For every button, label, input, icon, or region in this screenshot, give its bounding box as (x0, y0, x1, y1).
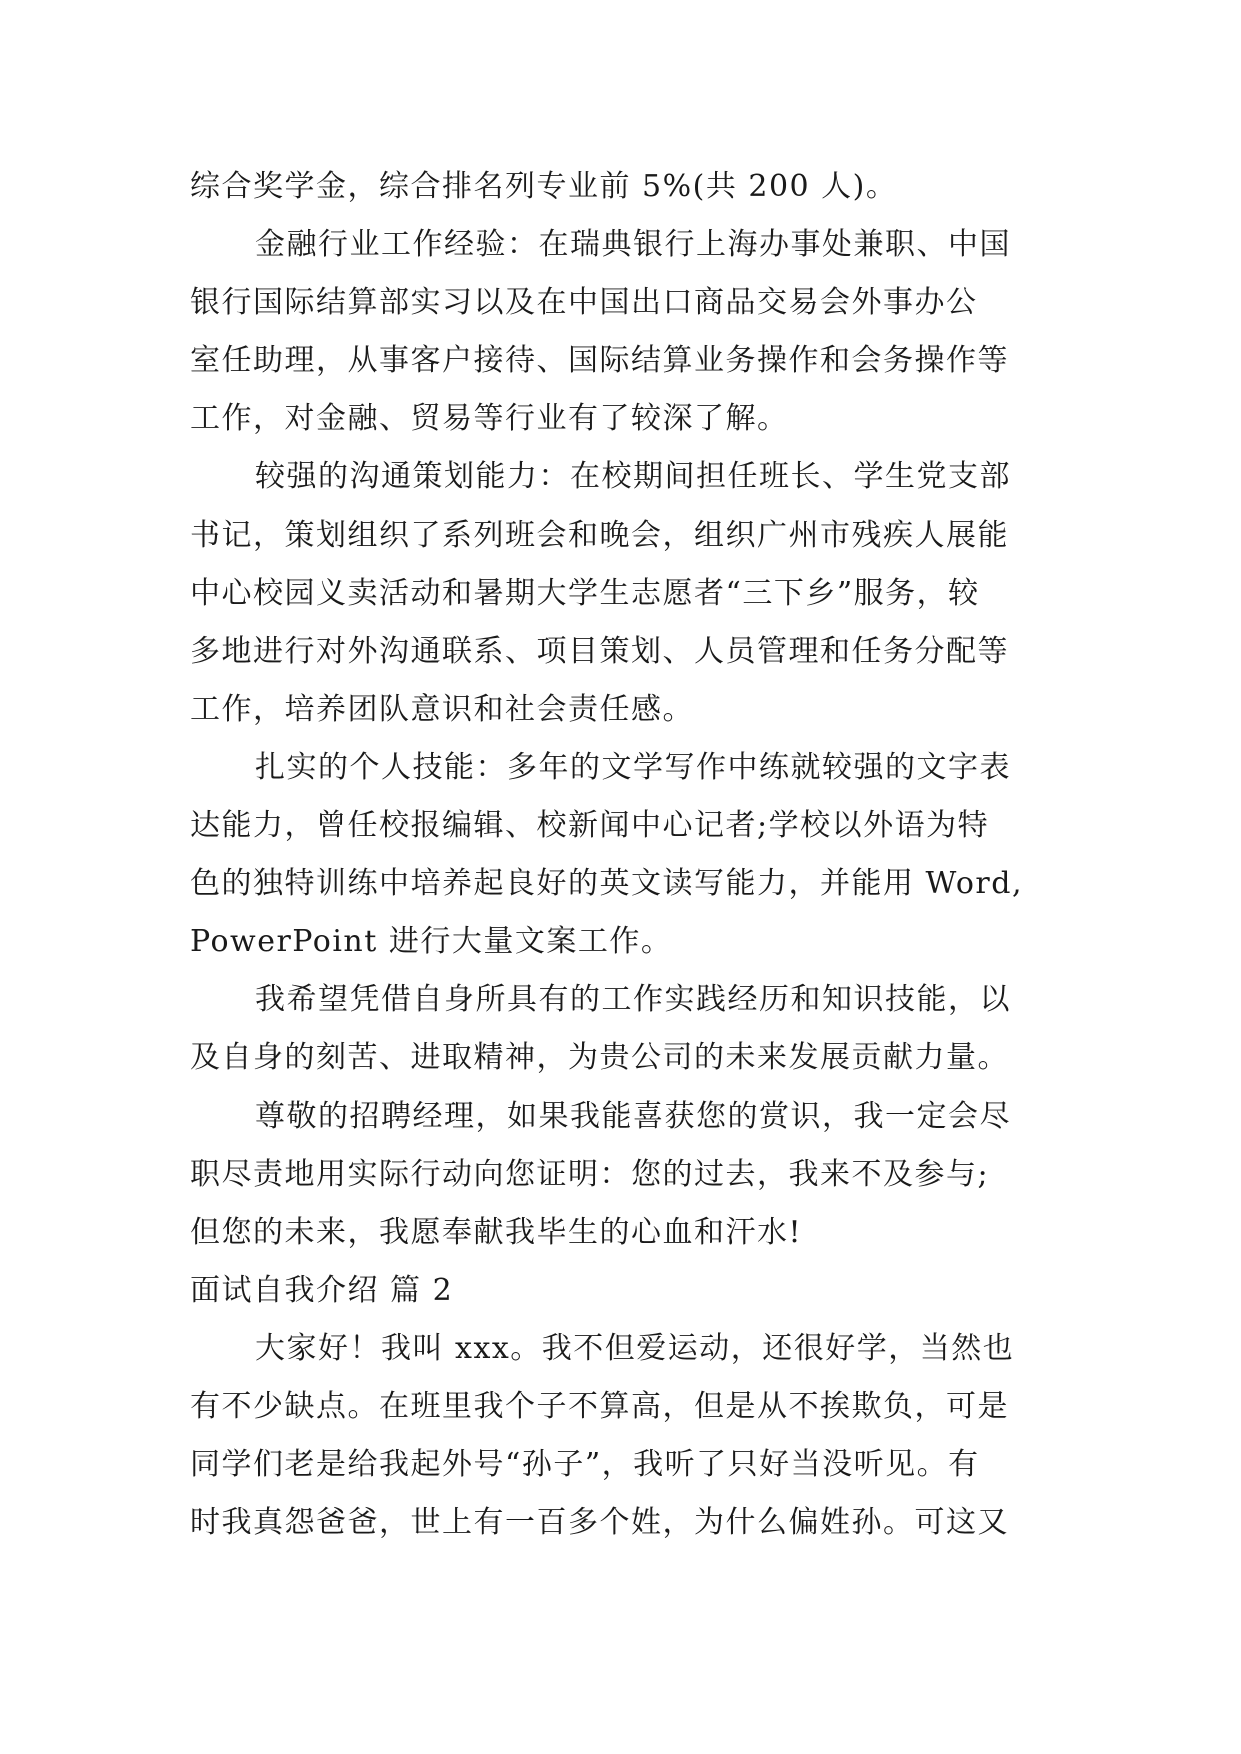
text-line: 尊敬的招聘经理，如果我能喜获您的赏识，我一定会尽 (255, 1098, 1011, 1134)
text-line: 大家好！我叫 xxx。我不但爱运动，还很好学，当然也 (255, 1330, 1015, 1366)
document-body (190, 158, 1060, 1552)
text-line: 中心校园义卖活动和暑期大学生志愿者“三下乡”服务，较 (190, 575, 980, 611)
text-line: 及自身的刻苦、进取精神，为贵公司的未来发展贡献力量。 (190, 1040, 1009, 1076)
text-line: 室任助理，从事客户接待、国际结算业务操作和会务操作等 (190, 343, 1009, 379)
text-line: PowerPoint 进行大量文案工作。 (190, 924, 673, 960)
text-line: 色的独特训练中培养起良好的英文读写能力，并能用 Word, (190, 866, 1023, 902)
text-line: 工作，对金融、贸易等行业有了较深了解。 (190, 401, 789, 437)
text-line: 时我真怨爸爸，世上有一百多个姓，为什么偏姓孙。可这又 (190, 1505, 1009, 1541)
text-line: 达能力，曾任校报编辑、校新闻中心记者;学校以外语为特 (190, 808, 990, 844)
text-line: 银行国际结算部实习以及在中国出口商品交易会外事办公 (190, 285, 978, 321)
text-line: 职尽责地用实际行动向您证明：您的过去，我来不及参与; (190, 1156, 990, 1192)
text-line: 扎实的个人技能：多年的文学写作中练就较强的文字表 (255, 749, 1011, 785)
text-line: 但您的未来，我愿奉献我毕生的心血和汗水! (190, 1214, 803, 1250)
text-line: 我希望凭借自身所具有的工作实践经历和知识技能，以 (255, 982, 1011, 1018)
text-line: 较强的沟通策划能力：在校期间担任班长、学生党支部 (255, 459, 1011, 495)
text-line: 同学们老是给我起外号“孙子”，我听了只好当没听见。有 (190, 1447, 980, 1483)
text-line: 书记，策划组织了系列班会和晚会，组织广州市残疾人展能 (190, 517, 1009, 553)
text-line: 工作，培养团队意识和社会责任感。 (190, 691, 694, 727)
text-line: 综合奖学金，综合排名列专业前 5%(共 200 人)。 (190, 169, 898, 204)
text-line: 金融行业工作经验：在瑞典银行上海办事处兼职、中国 (255, 227, 1011, 263)
section-heading: 面试自我介绍 篇 2 (190, 1272, 454, 1308)
text-line: 有不少缺点。在班里我个子不算高，但是从不挨欺负，可是 (190, 1388, 1009, 1424)
text-line: 多地进行对外沟通联系、项目策划、人员管理和任务分配等 (190, 633, 1009, 669)
